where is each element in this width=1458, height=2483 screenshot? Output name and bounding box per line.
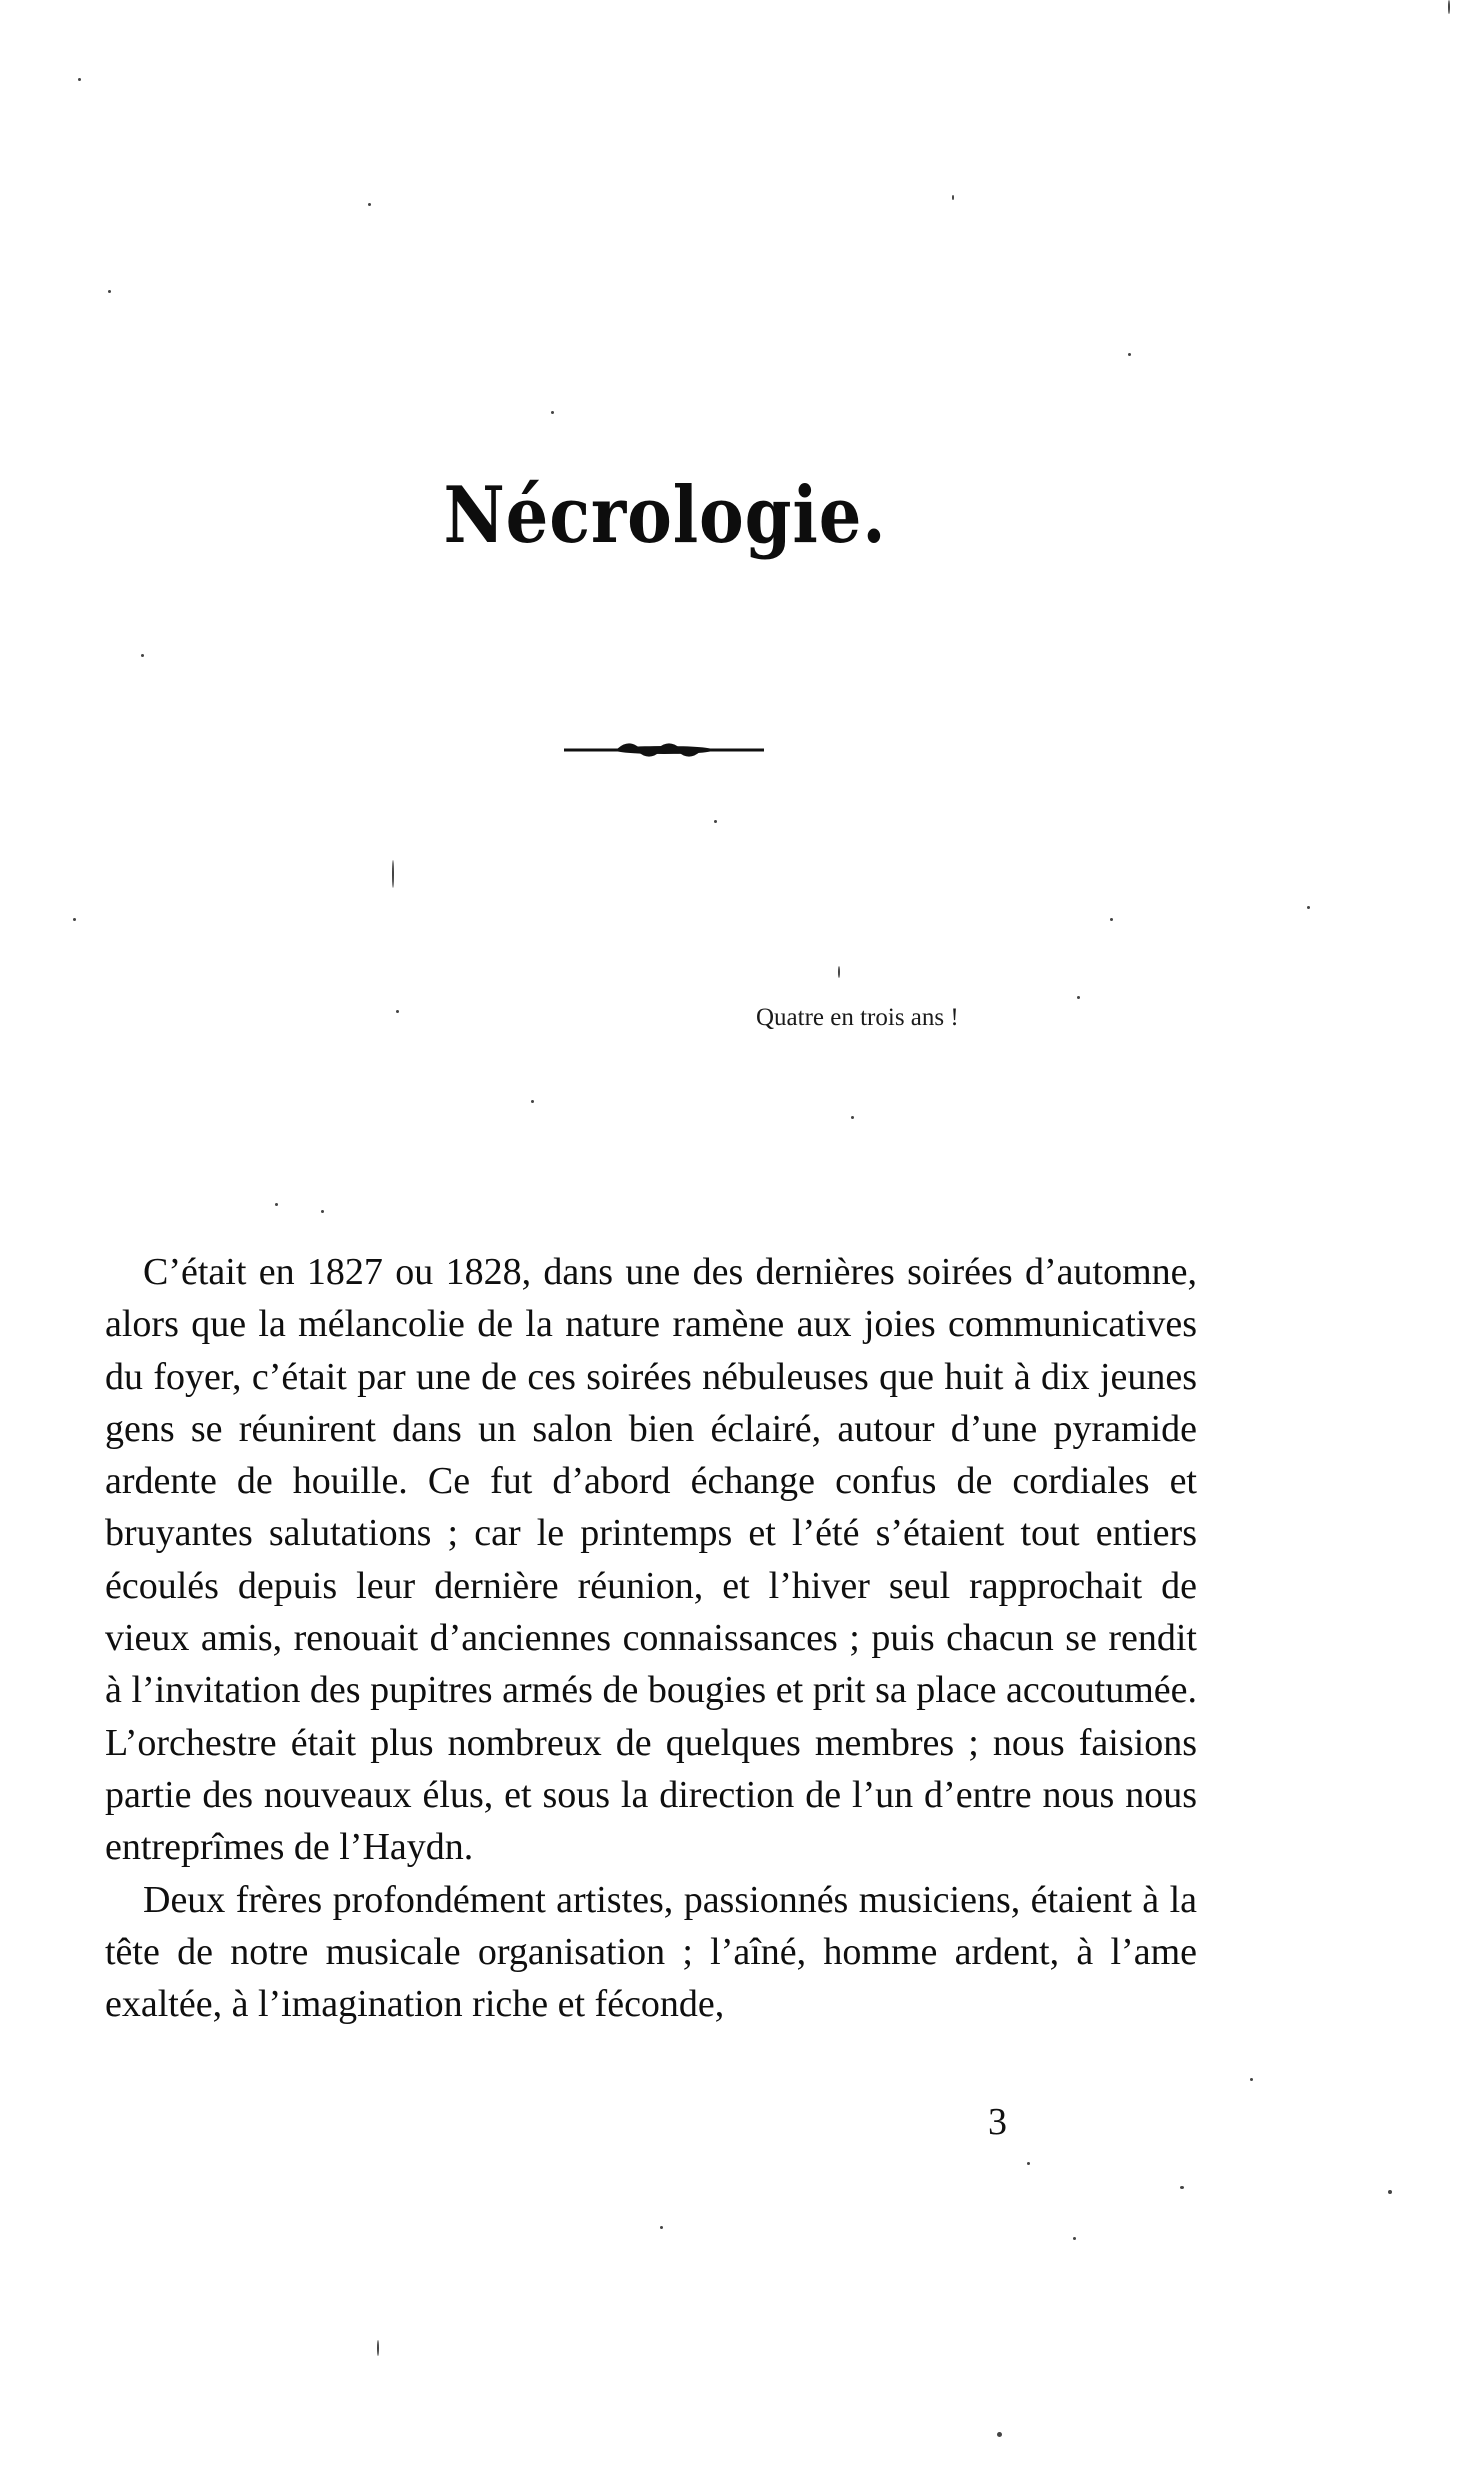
page-number: 3 [988, 2101, 1007, 2143]
page-title: Nécrologie. [443, 470, 887, 561]
scan-speck [714, 820, 717, 823]
scan-speck [838, 966, 840, 978]
scan-speck [1027, 2162, 1030, 2165]
scan-speck [1180, 2186, 1184, 2189]
scan-speck [73, 918, 76, 921]
scan-speck [531, 1100, 534, 1103]
scan-speck [392, 860, 394, 888]
epigraph: Quatre en trois ans ! [756, 1004, 959, 1031]
scan-speck [141, 654, 144, 657]
scan-speck [78, 78, 81, 81]
scan-speck [275, 1203, 278, 1206]
scan-speck [1128, 353, 1131, 356]
scan-speck [1077, 996, 1080, 999]
body-text [105, 1246, 1197, 2030]
scan-speck [377, 2340, 379, 2356]
scan-speck [1388, 2190, 1392, 2194]
paragraph: C’était en 1827 ou 1828, dans une des dernières soirées d’automne, alors que la mélancolie de la nature ramène aux joies communicatives du foyer, c’était par une de ces soirées nébuleuses que huit à dix jeunes gens se réunirent dans un salon bien éclairé, autour d’une pyramide ardente de houille. Ce fut d’abord échange confus de cordiales et bruyantes salutations ; car le printemps et l’été s’étaient tout entiers écoulés depuis leur dernière réunion, et l’hiver seul rapprochait de vieux amis, renouait d’anciennes connaissances ; puis chacun se rendit à l’invitation des pupitres armés de bougies et prit sa place accoutumée. L’orchestre était plus nombreux de quelques membres ; nous faisions partie des nouveaux élus, et sous la direction de l’un d’entre nous nous entreprîmes de l’Haydn. [105, 1251, 1197, 1869]
scan-speck [660, 2226, 663, 2229]
scan-speck [551, 411, 554, 414]
scan-speck [396, 1010, 399, 1013]
paragraph: Deux frères profondément artistes, passionnés musiciens, étaient à la tête de notre musicale organisation ; l’aîné, homme ardent, à l’ame exaltée, à l’imagination riche et féconde, [105, 1878, 1197, 2026]
scan-speck [1073, 2237, 1076, 2240]
scan-speck [1250, 2078, 1253, 2081]
scan-speck [1307, 906, 1310, 909]
scan-speck [1110, 918, 1113, 921]
scan-speck [321, 1210, 324, 1213]
ornament-divider [564, 735, 764, 765]
scan-speck [108, 290, 111, 293]
scan-speck [1448, 0, 1450, 14]
scan-speck [997, 2432, 1002, 2437]
scan-speck [851, 1116, 854, 1119]
scan-speck [368, 203, 371, 206]
scan-speck [952, 195, 954, 200]
